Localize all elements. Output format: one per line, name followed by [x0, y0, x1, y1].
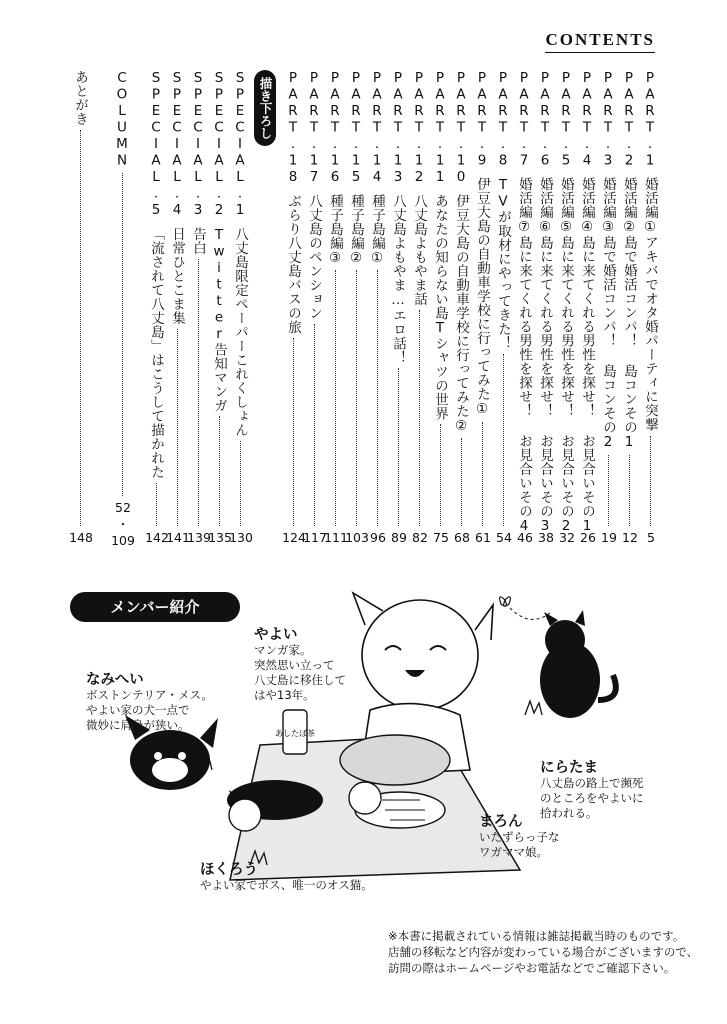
toc-entry-text — [430, 70, 450, 420]
toc-entry-text — [325, 70, 345, 266]
toc-label: PART.3 — [600, 70, 616, 169]
toc-label: あとがき — [72, 70, 88, 126]
toc-leader-dots — [419, 310, 420, 527]
grass-icon — [525, 701, 542, 715]
disclaimer-note: ※本書に掲載されている情報は雑誌掲載当時のものです。 店舗の移転など内容が変わっている場合がございますので、 訪問の際はホームページやお電話などでご確認下さい。 — [388, 929, 699, 975]
toc-label: PART.11 — [432, 70, 448, 186]
yayoi-desc: マンガ家。 突然思い立って 八丈島に移住して はや13年。 — [254, 643, 346, 702]
toc-page-number: 38 — [538, 530, 554, 545]
toc-entry-text — [367, 70, 387, 266]
toc-page-number: 75 — [433, 530, 449, 545]
toc-part-16[interactable] — [324, 70, 348, 545]
toc-special-3[interactable] — [187, 70, 211, 545]
toc-part-4[interactable] — [577, 70, 599, 545]
table-of-contents — [0, 70, 727, 550]
toc-title: 婚活編②島で婚活コンパ！ 島コンその1 — [621, 177, 637, 451]
toc-page-number: 54 — [496, 530, 512, 545]
toc-title: 八丈島限定ペーパーこれくしょん — [232, 226, 248, 437]
toc-special-4[interactable] — [166, 70, 190, 545]
butterfly-icon — [500, 597, 550, 620]
toc-title: TVが取材にやってきた！ — [495, 177, 511, 350]
toc-label: PART.7 — [516, 70, 532, 169]
toc-leader-dots — [650, 436, 651, 527]
toc-label: PART.10 — [453, 70, 469, 186]
toc-page-number: 141 — [166, 530, 190, 545]
namihei-desc: ボストンテリア・メス。 やよい家の犬一点で 微妙に肩身が狭い。 — [86, 688, 213, 732]
toc-entry-text — [577, 70, 597, 535]
toc-label: PART.15 — [348, 70, 364, 186]
toc-part-12[interactable] — [409, 70, 431, 545]
toc-leader-dots — [461, 438, 462, 526]
toc-label: PART.12 — [411, 70, 427, 186]
toc-title: 婚活編③島で婚活コンパ！ 島コンその2 — [600, 177, 616, 451]
toc-title: 婚活編④島に来てくれる男性を探せ！ お見合いその1 — [579, 177, 595, 535]
toc-title: 伊豆大島の自動車学校に行ってみた② — [453, 193, 469, 434]
toc-title: 八丈島よもやま…エロ話！ — [390, 193, 406, 364]
toc-part-10[interactable] — [451, 70, 473, 545]
toc-page-number: 139 — [187, 530, 211, 545]
toc-column[interactable] — [111, 70, 135, 548]
toc-title: 婚活編⑤島に来てくれる男性を探せ！ お見合いその2 — [558, 177, 574, 535]
toc-entry-text — [188, 70, 208, 255]
toc-page-number: 111 — [324, 530, 348, 545]
toc-title: 種子島編① — [369, 193, 385, 266]
toc-title: 婚活編①アキバでオタ婚パーティに突撃 — [642, 177, 658, 432]
toc-leader-dots — [377, 270, 378, 526]
toc-page-number: 12 — [622, 530, 638, 545]
toc-label: PART.13 — [390, 70, 406, 186]
toc-label: PART.1 — [642, 70, 658, 169]
toc-page-number: 148 — [69, 530, 93, 545]
toc-entry-text — [598, 70, 618, 451]
yayoi-character — [340, 593, 493, 785]
toc-leader-dots — [198, 259, 199, 527]
toc-page-number: 124 — [282, 530, 306, 545]
toc-label: PART.14 — [369, 70, 385, 186]
toc-title: 種子島編② — [348, 193, 364, 266]
toc-special-2[interactable] — [208, 70, 232, 545]
toc-label: PART.2 — [621, 70, 637, 169]
toc-title: あなたの知らない島Tシャツの世界 — [432, 193, 448, 420]
toc-entry-text — [556, 70, 576, 535]
toc-page-number: 19 — [601, 530, 617, 545]
toc-part-11[interactable] — [430, 70, 452, 545]
toc-page-number: 52 ・ 109 — [111, 500, 135, 548]
toc-leader-dots — [293, 338, 294, 527]
toc-label: PART.4 — [579, 70, 595, 169]
yayoi-name: やよい — [254, 627, 298, 643]
toc-leader-dots — [608, 455, 609, 527]
toc-page-number: 142 — [145, 530, 169, 545]
toc-part-6[interactable] — [535, 70, 557, 545]
toc-leader-dots — [503, 354, 504, 526]
niratama-desc: 八丈島の路上で瀕死 のところをやよいに 拾われる。 — [540, 776, 644, 820]
toc-afterword[interactable] — [69, 70, 93, 545]
members-header: メンバー紹介 — [70, 592, 240, 622]
toc-title: 八丈島よもやま話 — [411, 193, 427, 306]
toc-label: PART.17 — [306, 70, 322, 186]
toc-entry-text — [514, 70, 534, 535]
toc-entry-text — [304, 70, 324, 320]
members-illustration — [0, 570, 727, 900]
toc-entry-text — [70, 70, 90, 126]
toc-special-1[interactable] — [229, 70, 253, 545]
toc-label: PART.8 — [495, 70, 511, 169]
toc-leader-dots — [482, 422, 483, 527]
toc-page-number: 135 — [208, 530, 232, 545]
toc-title: Twitter告知マンガ — [211, 226, 227, 412]
hokurou-name: ほくろう — [200, 862, 258, 878]
toc-entry-text — [346, 70, 366, 266]
toc-part-14[interactable] — [367, 70, 389, 545]
toc-leader-dots — [156, 483, 157, 527]
toc-part-18[interactable] — [282, 70, 306, 545]
toc-entry-text — [640, 70, 660, 432]
toc-title: 八丈島のペンション — [306, 193, 322, 320]
toc-label: PART.16 — [327, 70, 343, 186]
toc-entry-text — [283, 70, 303, 334]
toc-leader-dots — [356, 270, 357, 526]
toc-part-8[interactable] — [493, 70, 515, 545]
can-label: あしたば茶 — [275, 729, 315, 738]
toc-part-2[interactable] — [619, 70, 641, 545]
toc-page-number: 103 — [345, 530, 369, 545]
toc-leader-dots — [219, 416, 220, 526]
toc-entry-text — [535, 70, 555, 535]
toc-page-number: 130 — [229, 530, 253, 545]
niratama-cat — [540, 610, 616, 718]
toc-page-number: 68 — [454, 530, 470, 545]
toc-entry-text — [619, 70, 639, 451]
toc-page-number: 32 — [559, 530, 575, 545]
toc-part-15[interactable] — [345, 70, 369, 545]
toc-entry-text — [451, 70, 471, 434]
niratama-name: にらたま — [540, 760, 598, 776]
toc-label: SPECIAL.5 — [148, 70, 164, 219]
toc-page-number: 82 — [412, 530, 428, 545]
toc-title: 婚活編⑦島に来てくれる男性を探せ！ お見合いその4 — [516, 177, 532, 535]
toc-label: PART.9 — [474, 70, 490, 169]
maron-name: まろん — [479, 814, 523, 830]
toc-label: SPECIAL.1 — [232, 70, 248, 219]
contents-title: CONTENTS — [545, 30, 655, 49]
toc-part-5[interactable] — [556, 70, 578, 545]
toc-title: 「流されて八丈島」はこうして描かれた — [148, 226, 164, 479]
toc-leader-dots — [398, 368, 399, 526]
toc-part-7[interactable] — [514, 70, 536, 545]
toc-title: 告白 — [190, 226, 206, 255]
toc-title: 日常ひとこま集 — [169, 226, 185, 325]
toc-page-number: 61 — [475, 530, 491, 545]
toc-label: PART.18 — [285, 70, 301, 186]
toc-leader-dots — [177, 329, 178, 527]
toc-part-1[interactable] — [640, 70, 662, 545]
toc-entry-text — [493, 70, 513, 350]
toc-part-9[interactable] — [472, 70, 494, 545]
toc-part-3[interactable] — [598, 70, 620, 545]
toc-entry-text — [409, 70, 429, 306]
toc-title: 種子島編③ — [327, 193, 343, 266]
toc-leader-dots — [314, 324, 315, 527]
toc-label: COLUMN — [114, 70, 130, 169]
toc-page-number: 89 — [391, 530, 407, 545]
toc-entry-text — [167, 70, 187, 325]
toc-page-number: 96 — [370, 530, 386, 545]
toc-leader-dots — [629, 455, 630, 527]
toc-special-5[interactable] — [145, 70, 169, 545]
toc-label: PART.6 — [537, 70, 553, 169]
toc-entry-text — [230, 70, 250, 437]
toc-page-number: 117 — [303, 530, 327, 545]
toc-entry-text — [472, 70, 492, 418]
toc-entry-text — [388, 70, 408, 364]
toc-entry-text — [112, 70, 132, 169]
hokurou-desc: やよい家でボス、唯一のオス猫。 — [200, 878, 373, 892]
toc-part-13[interactable] — [388, 70, 410, 545]
toc-page-number: 5 — [647, 530, 655, 545]
toc-label: SPECIAL.3 — [190, 70, 206, 219]
toc-leader-dots — [335, 270, 336, 526]
toc-leader-dots — [240, 441, 241, 527]
toc-leader-dots — [122, 173, 123, 496]
toc-page-number: 26 — [580, 530, 596, 545]
toc-label: PART.5 — [558, 70, 574, 169]
toc-entry-text — [209, 70, 229, 412]
toc-page-number: 46 — [517, 530, 533, 545]
maron-desc: いたずらっ子な ワガママ娘。 — [479, 830, 560, 859]
namihei-name: なみへい — [86, 672, 144, 688]
toc-leader-dots — [440, 424, 441, 526]
toc-part-17[interactable] — [303, 70, 327, 545]
kakioroshi-badge: 描き下ろし — [254, 70, 276, 146]
toc-title: 伊豆大島の自動車学校に行ってみた① — [474, 177, 490, 418]
toc-leader-dots — [80, 130, 81, 526]
toc-label: SPECIAL.4 — [169, 70, 185, 219]
toc-label: SPECIAL.2 — [211, 70, 227, 219]
toc-title: ぶらり八丈島バスの旅 — [285, 193, 301, 334]
toc-title: 婚活編⑥島に来てくれる男性を探せ！ お見合いその3 — [537, 177, 553, 535]
toc-entry-text — [146, 70, 166, 479]
